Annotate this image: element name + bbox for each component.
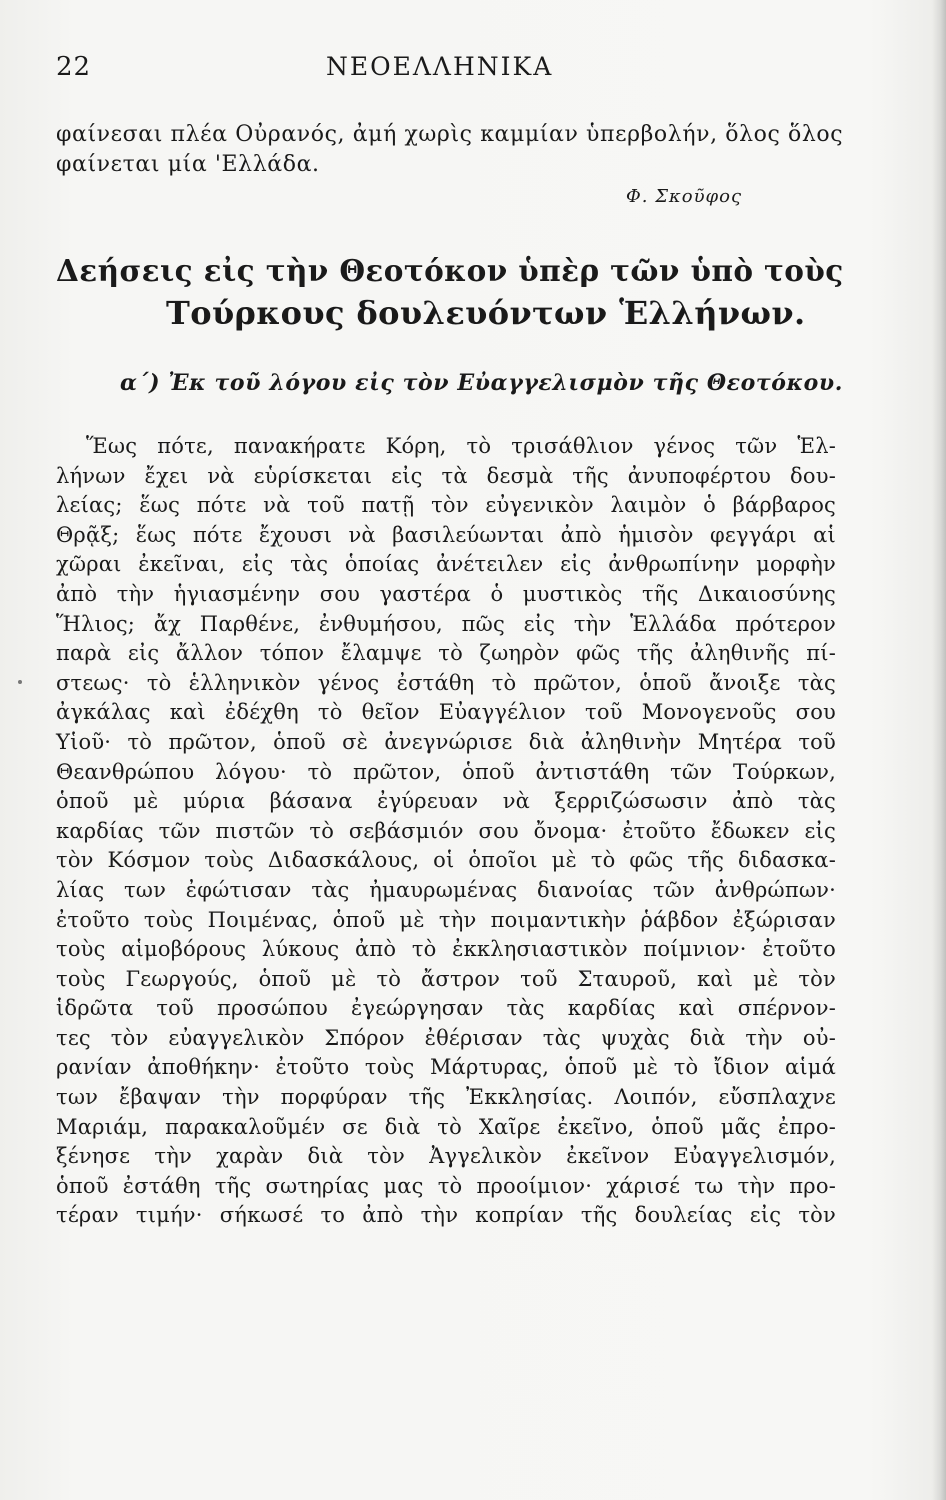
- epigraph-attribution: Φ. Σκοῦφος: [626, 186, 743, 207]
- body-line: τέραν τιμήν· σήκωσέ το ἀπὸ τὴν κοπρίαν τῆς δουλείας εἰς τὸν: [56, 1203, 836, 1228]
- body-line: Θεανθρώπου λόγου· τὸ πρῶτον, ὁποῦ ἀντιστάθη τῶν Τούρκων,: [56, 759, 836, 784]
- body-line: τοὺς αἱμοβόρους λύκους ἀπὸ τὸ ἐκκλησιαστικὸν ποίμνιον· ἐτοῦτο: [56, 937, 836, 962]
- section-title: [56, 250, 844, 334]
- epigraph-line: φαίνεσαι πλέα Οὐρανός, ἀμή χωρὶς καμμίαν ὑπερβολήν, ὅλος ὅλος: [56, 122, 844, 147]
- body-line: τες τὸν εὐαγγελικὸν Σπόρον ἐθέρισαν τὰς ψυχὰς διὰ τὴν οὐ-: [56, 1025, 836, 1050]
- body-line: ὁποῦ ἐστάθη τῆς σωτηρίας μας τὸ προοίμιον· χάρισέ τω τὴν προ-: [56, 1173, 836, 1198]
- body-line: καρδίας τῶν πιστῶν τὸ σεβάσμιόν σου ὄνομα· ἐτοῦτο ἔδωκεν εἰς: [56, 818, 836, 843]
- body-text: [56, 432, 836, 1231]
- body-line: ἀπὸ τὴν ἡγιασμένην σου γαστέρα ὁ μυστικὸς τῆς Δικαιοσύνης: [56, 581, 836, 606]
- body-line: στεως· τὸ ἑλληνικὸν γένος ἐστάθη τὸ πρῶτον, ὁποῦ ἄνοιξε τὰς: [56, 670, 836, 695]
- body-line: ὁποῦ μὲ μύρια βάσανα ἐγύρευαν νὰ ξερριζώσωσιν ἀπὸ τὰς: [56, 789, 836, 814]
- running-title: ΝΕΟΕΛΛΗΝΙΚΑ: [326, 52, 554, 81]
- section-subtitle: α΄) Ἐκ τοῦ λόγου εἰς τὸν Εὐαγγελισμὸν τῆς Θεοτόκου.: [120, 370, 844, 396]
- body-line: χῶραι ἐκεῖναι, εἰς τὰς ὁποίας ἀνέτειλεν εἰς ἀνθρωπίνην μορφὴν: [56, 552, 836, 577]
- body-line: Ἥλιος; ἄχ Παρθένε, ἐνθυμήσου, πῶς εἰς τὴν Ἑλλάδα πρότερον: [56, 611, 836, 636]
- body-line: λείας; ἕως πότε νὰ τοῦ πατῇ τὸν εὐγενικὸν λαιμὸν ὁ βάρβαρος: [56, 493, 836, 518]
- page-edge-shadow: [932, 0, 946, 1500]
- body-line: των ἔβαψαν τὴν πορφύραν τῆς Ἐκκλησίας. Λοιπόν, εὔσπλαχνε: [56, 1085, 836, 1110]
- page-number: 22: [56, 52, 92, 82]
- running-header: [56, 52, 846, 92]
- epigraph-line: φαίνεται μία 'Ελλάδα.: [56, 152, 320, 177]
- section-title-line: Τούρκους δουλευόντων Ἑλλήνων.: [166, 294, 806, 332]
- body-line: Ἕως πότε, πανακήρατε Κόρη, τὸ τρισάθλιον γένος τῶν Ἑλ-: [86, 434, 836, 458]
- body-line: λίας των ἐφώτισαν τὰς ἠμαυρωμένας διανοίας τῶν ἀνθρώπων·: [56, 877, 836, 902]
- epigraph: [56, 120, 844, 180]
- body-line: τὸν Κόσμον τοὺς Διδασκάλους, οἱ ὁποῖοι μὲ τὸ φῶς τῆς διδασκα-: [56, 848, 836, 873]
- body-line: ἐτοῦτο τοὺς Ποιμένας, ὁποῦ μὲ τὴν ποιμαντικὴν ῥάβδον ἐξώρισαν: [56, 907, 836, 932]
- section-title-line: Δεήσεις εἰς τὴν Θεοτόκον ὑπὲρ τῶν ὑπὸ τοὺς: [56, 253, 844, 288]
- margin-speck: [18, 680, 22, 684]
- body-line: τοὺς Γεωργούς, ὁποῦ μὲ τὸ ἄστρον τοῦ Σταυροῦ, καὶ μὲ τὸν: [56, 966, 836, 991]
- body-line: ἱδρῶτα τοῦ προσώπου ἐγεώργησαν τὰς καρδίας καὶ σπέρνον-: [56, 996, 836, 1021]
- body-line: Υἱοῦ· τὸ πρῶτον, ὁποῦ σὲ ἀνεγνώρισε διὰ ἀληθινὴν Μητέρα τοῦ: [56, 729, 836, 754]
- body-line: ξένησε τὴν χαρὰν διὰ τὸν Ἀγγελικὸν ἐκεῖνον Εὐαγγελισμόν,: [56, 1144, 836, 1169]
- body-line: ἀγκάλας καὶ ἐδέχθη τὸ θεῖον Εὐαγγέλιον τοῦ Μονογενοῦς σου: [56, 700, 836, 725]
- body-line: Θρᾷξ; ἕως πότε ἔχουσι νὰ βασιλεύωνται ἀπὸ ἡμισὸν φεγγάρι αἱ: [56, 522, 836, 547]
- body-line: Μαριάμ, παρακαλοῦμέν σε διὰ τὸ Χαῖρε ἐκεῖνο, ὁποῦ μᾶς ἐπρο-: [56, 1114, 836, 1139]
- body-line: παρὰ εἰς ἄλλον τόπον ἔλαμψε τὸ ζωηρὸν φῶς τῆς ἀληθινῆς πί-: [56, 641, 836, 666]
- body-line: λήνων ἔχει νὰ εὑρίσκεται εἰς τὰ δεσμὰ τῆς ἀνυποφέρτου δου-: [56, 463, 836, 488]
- body-line: ρανίαν ἀποθήκην· ἐτοῦτο τοὺς Μάρτυρας, ὁποῦ μὲ τὸ ἴδιον αἱμά: [56, 1055, 836, 1080]
